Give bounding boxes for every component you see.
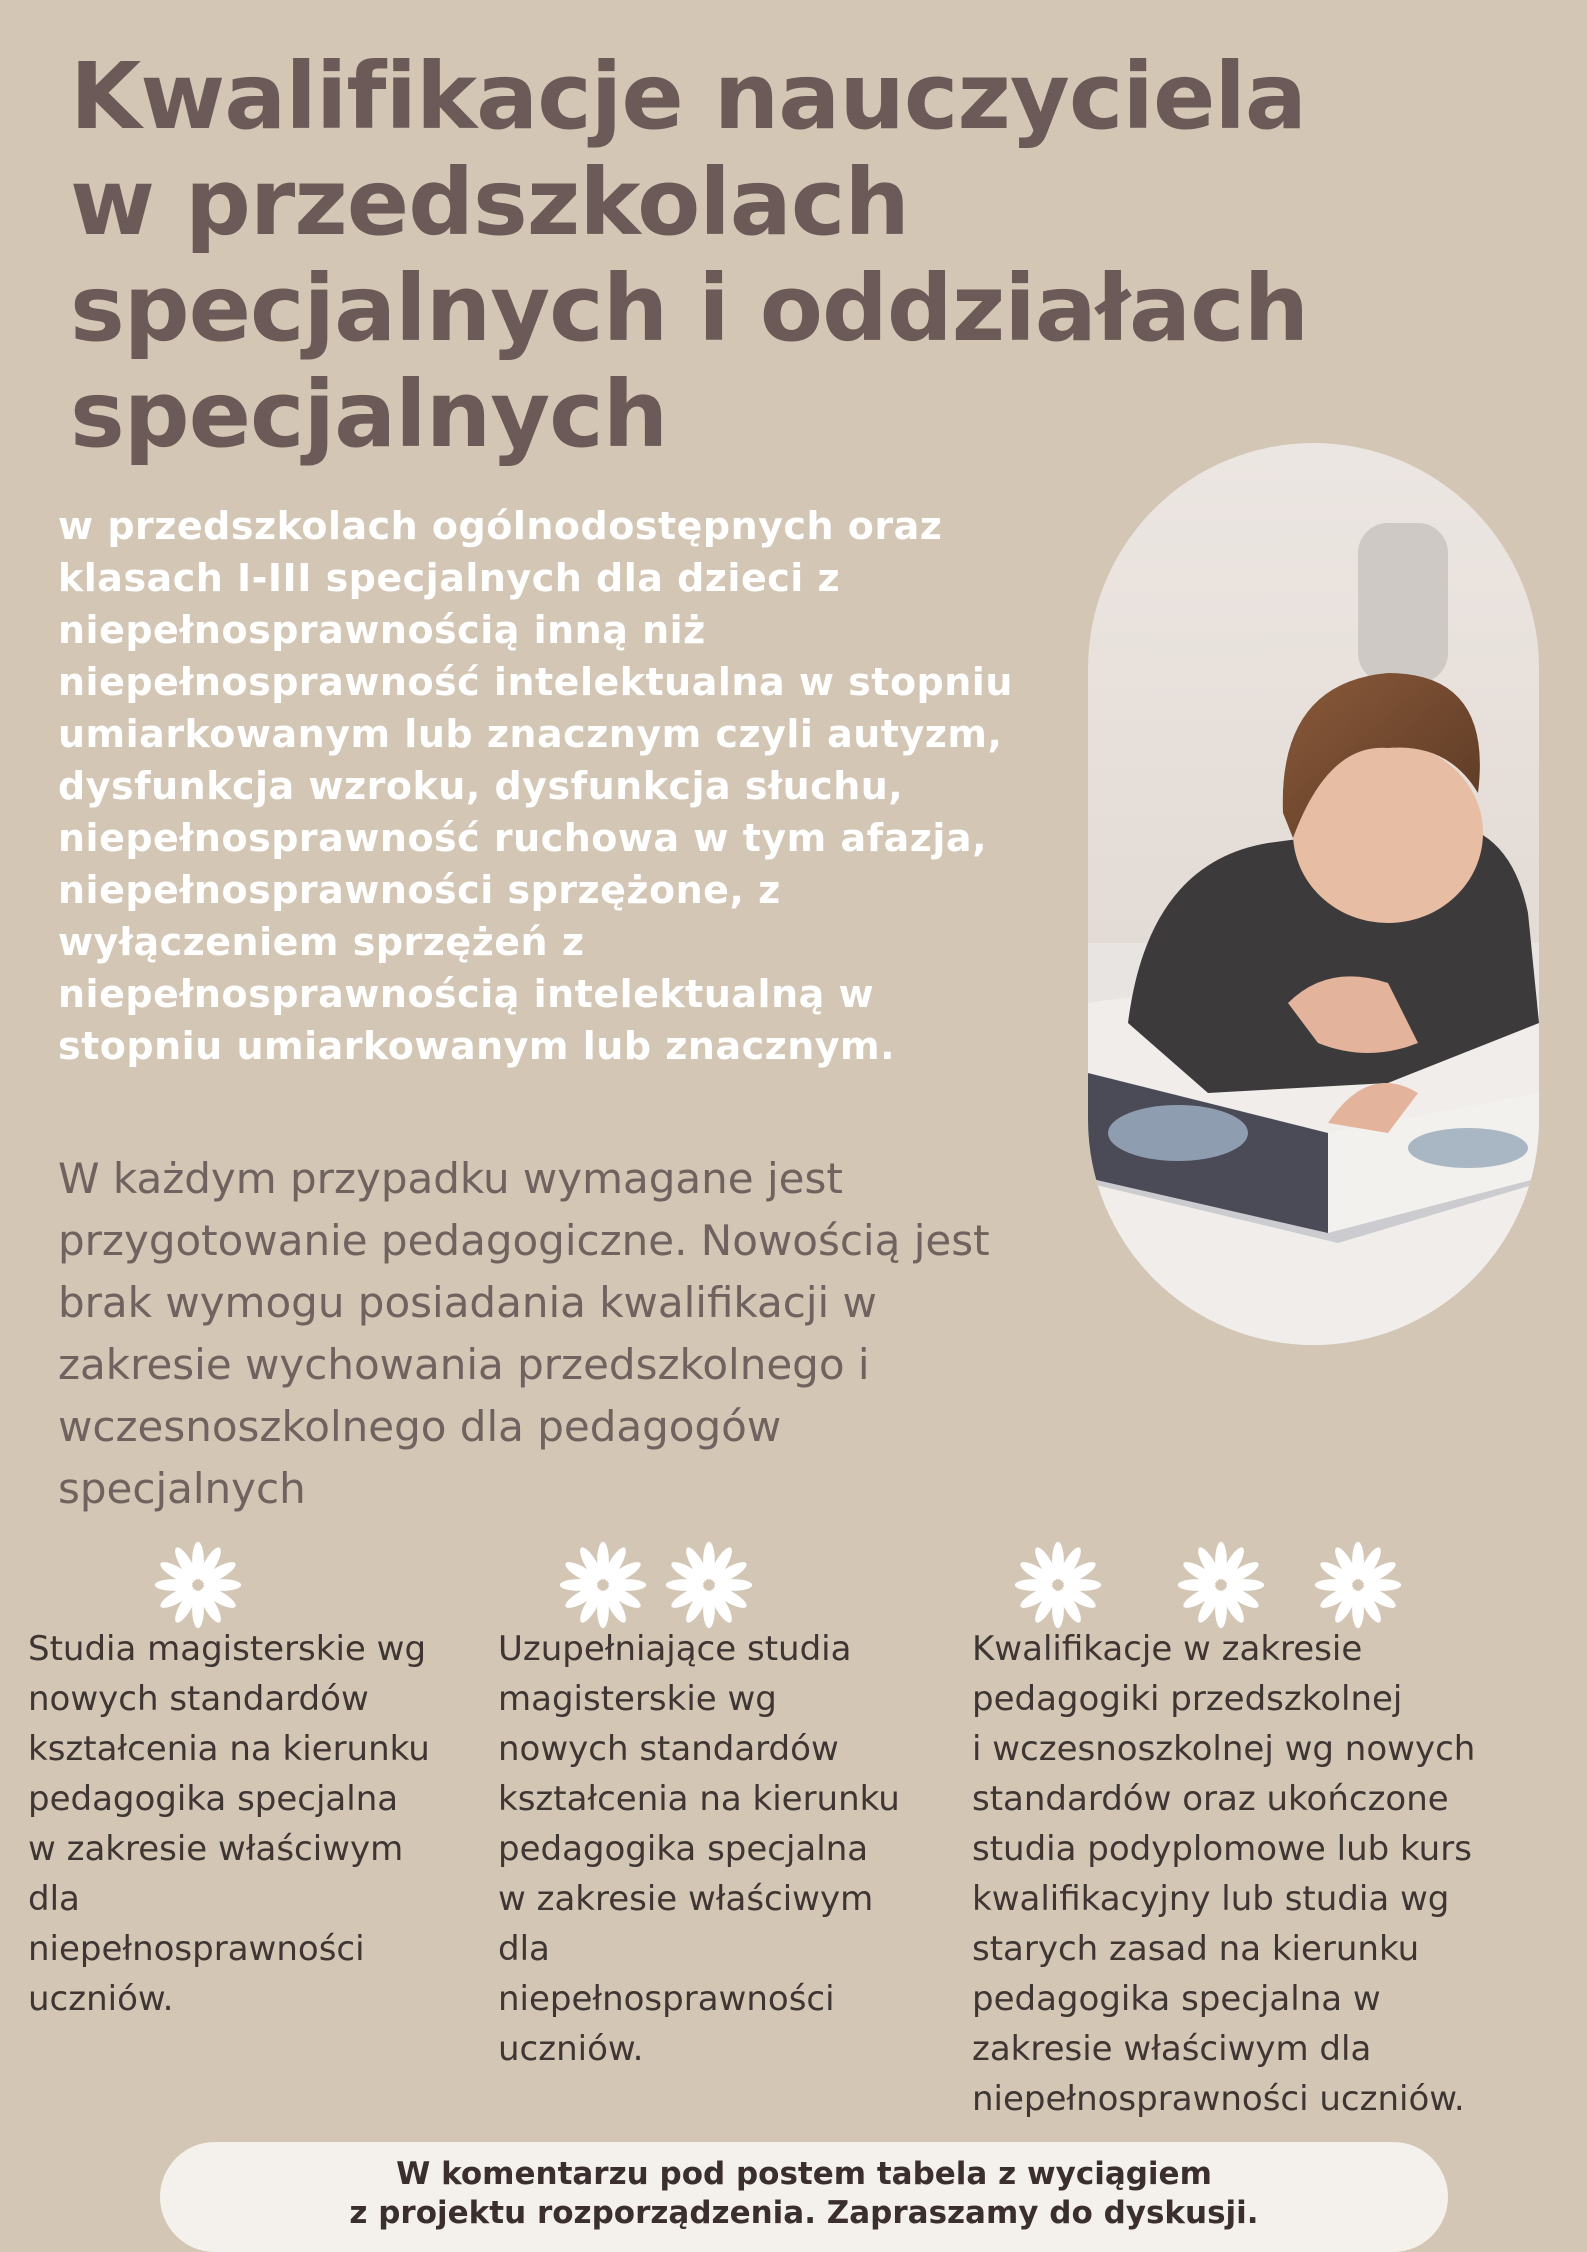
option-line: kształcenia na kierunku	[28, 1729, 430, 1769]
option-line: pedagogika specjalna	[28, 1779, 399, 1819]
option-line: nowych standardów	[28, 1679, 369, 1719]
qualification-option-2	[498, 1624, 900, 2074]
option-line: niepełnosprawności	[28, 1929, 365, 1969]
option-line: pedagogiki przedszkolnej	[972, 1679, 1403, 1719]
qualification-option-3	[972, 1624, 1475, 2124]
intro-line: niepełnosprawności sprzężone, z	[58, 868, 781, 912]
option-line: uczniów.	[28, 1979, 174, 2019]
intro-line: dysfunkcja wzroku, dysfunkcja słuchu,	[58, 764, 904, 808]
intro-line: wyłączeniem sprzężeń z	[58, 920, 585, 964]
intro-line: niepełnosprawność intelektualna w stopniu	[58, 660, 1013, 704]
option-line: pedagogika specjalna	[498, 1829, 869, 1869]
option-line: kształcenia na kierunku	[498, 1779, 900, 1819]
note-line: specjalnych	[58, 1464, 306, 1513]
title-line: Kwalifikacje nauczyciela	[70, 43, 1306, 150]
option-line: Uzupełniające studia	[498, 1629, 852, 1669]
banner-line: W komentarzu pod postem tabela z wyciągiem	[396, 2156, 1212, 2192]
asterisk-flower-icon	[1013, 1540, 1103, 1630]
asterisk-flower-icon	[664, 1540, 754, 1630]
option-line: starych zasad na kierunku	[972, 1929, 1420, 1969]
option-line: Kwalifikacje w zakresie	[972, 1629, 1363, 1669]
note-line: przygotowanie pedagogiczne. Nowością jest	[58, 1216, 990, 1265]
asterisk-flower-icon	[558, 1540, 648, 1630]
option-line: studia podyplomowe lub kurs	[972, 1829, 1472, 1869]
intro-line: niepełnosprawnością intelektualną w	[58, 972, 875, 1016]
banner-line: z projektu rozporządzenia. Zapraszamy do dyskusji.	[349, 2195, 1259, 2231]
option-line: zakresie właściwym dla	[972, 2029, 1372, 2069]
intro-paragraph	[58, 500, 1078, 1072]
option-line: magisterskie wg	[498, 1679, 777, 1719]
qualification-option-1	[28, 1624, 430, 2024]
intro-line: stopniu umiarkowanym lub znacznym.	[58, 1024, 896, 1068]
boy-reading-photo	[1088, 443, 1539, 1345]
option-line: w zakresie właściwym	[28, 1829, 404, 1869]
option-line: uczniów.	[498, 2029, 644, 2069]
option-line: i wczesnoszkolnej wg nowych	[972, 1729, 1476, 1769]
title-line: specjalnych i oddziałach	[70, 255, 1309, 362]
asterisk-flower-icon	[153, 1540, 243, 1630]
intro-line: umiarkowanym lub znacznym czyli autyzm,	[58, 712, 1003, 756]
banner-text	[160, 2155, 1448, 2233]
option-line: niepełnosprawności	[498, 1979, 835, 2019]
intro-line: niepełnosprawność ruchowa w tym afazja,	[58, 816, 988, 860]
note-line: W każdym przypadku wymagane jest	[58, 1154, 843, 1203]
option-line: niepełnosprawności uczniów.	[972, 2079, 1465, 2119]
intro-line: w przedszkolach ogólnodostępnych oraz	[58, 504, 943, 548]
note-paragraph	[58, 1148, 1078, 1520]
note-line: zakresie wychowania przedszkolnego i	[58, 1340, 870, 1389]
title-line: specjalnych	[70, 361, 668, 468]
asterisk-flower-icon	[1313, 1540, 1403, 1630]
note-line: wczesnoszkolnego dla pedagogów	[58, 1402, 782, 1451]
option-line: kwalifikacyjny lub studia wg	[972, 1879, 1450, 1919]
asterisk-flower-icon	[1176, 1540, 1266, 1630]
comment-banner	[160, 2142, 1448, 2252]
intro-line: klasach I-III specjalnych dla dzieci z	[58, 556, 841, 600]
title-line: w przedszkolach	[70, 149, 909, 256]
option-line: Studia magisterskie wg	[28, 1629, 427, 1669]
note-line: brak wymogu posiadania kwalifikacji w	[58, 1278, 877, 1327]
option-line: nowych standardów	[498, 1729, 839, 1769]
option-line: dla	[498, 1929, 550, 1969]
option-line: w zakresie właściwym	[498, 1879, 874, 1919]
intro-line: niepełnosprawnością inną niż	[58, 608, 706, 652]
option-line: standardów oraz ukończone	[972, 1779, 1449, 1819]
option-line: dla	[28, 1879, 80, 1919]
page-title	[70, 44, 1490, 468]
option-line: pedagogika specjalna w	[972, 1979, 1381, 2019]
